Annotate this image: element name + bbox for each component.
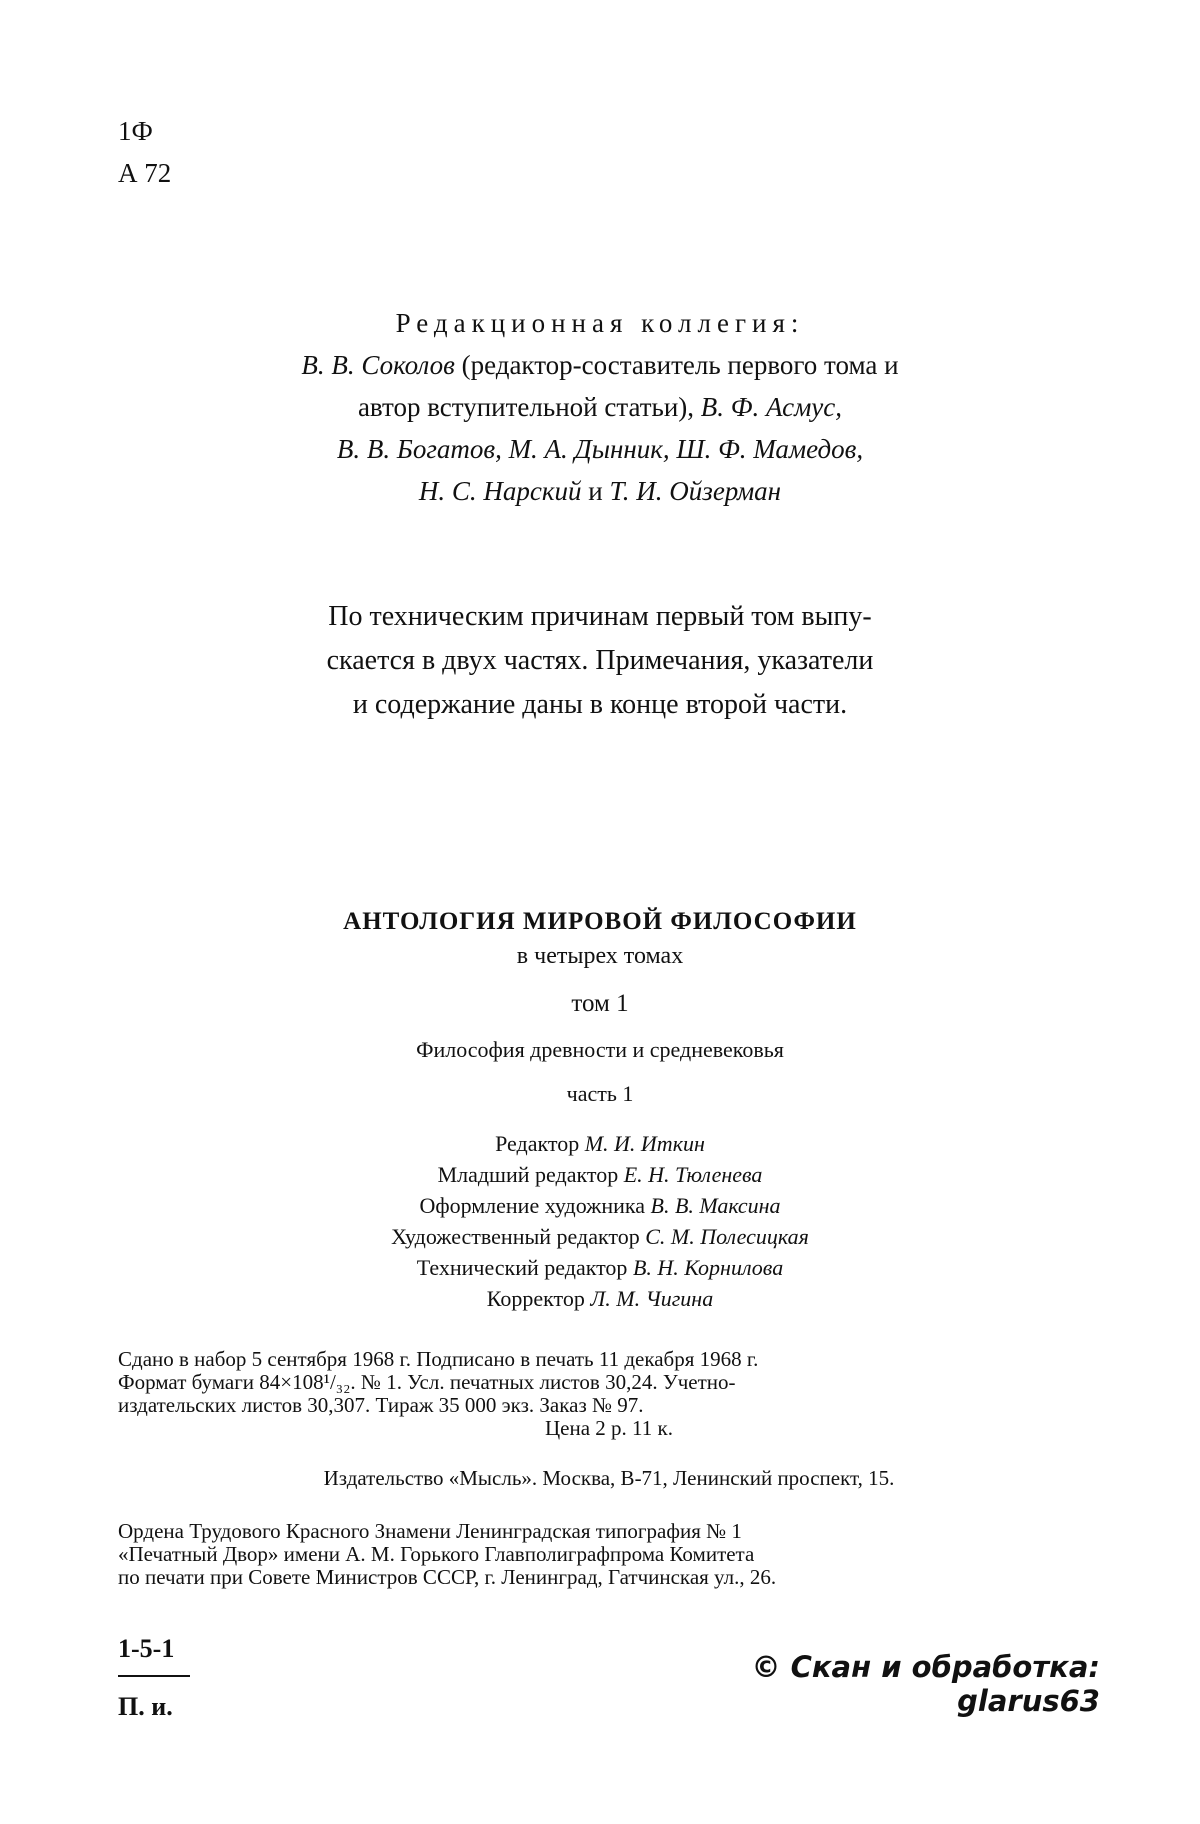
anthology-subtitle: в четырех томах [516, 943, 684, 969]
editorial-board [150, 302, 1050, 512]
board-member-role: автор вступительной статьи), [357, 392, 695, 422]
technical-note-line-1: По техническим причинам первый том выпу- [328, 601, 872, 632]
editorial-board-line-1 [150, 344, 1050, 386]
print-details-line-2: Формат бумаги 84×108¹/₃₂. № 1. Усл. печатных листов 30,24. Учетно- [118, 1370, 736, 1394]
catalog-code-suffix: П. и. [118, 1692, 173, 1721]
board-member-name: В. Ф. Асмус, [700, 392, 843, 422]
print-details-line-1: Сдано в набор 5 сентября 1968 г. Подписано в печать 11 декабря 1968 г. [118, 1347, 759, 1371]
board-member-role: (редактор-составитель первого тома и [461, 350, 899, 380]
editorial-board-heading: Редакционная коллегия: [395, 308, 805, 338]
credit-role: Оформление художника [419, 1193, 646, 1218]
board-member-name: В. В. Соколов [301, 350, 455, 380]
credit-name: В. Н. Корнилова [632, 1255, 784, 1280]
credit-line [160, 1252, 1040, 1283]
credit-role: Младший редактор [437, 1162, 619, 1187]
credit-role: Корректор [486, 1286, 585, 1311]
volume-title: Философия древности и средневековья [416, 1037, 784, 1062]
part-number: часть 1 [566, 1081, 634, 1106]
catalog-code-rule [118, 1675, 190, 1677]
credit-name: Л. М. Чигина [590, 1286, 714, 1311]
catalog-code: 1-5-1 [118, 1634, 175, 1663]
credit-line [160, 1128, 1040, 1159]
credit-role: Редактор [495, 1131, 580, 1156]
credit-line [160, 1159, 1040, 1190]
credit-role: Технический редактор [416, 1255, 628, 1280]
technical-note [200, 595, 1000, 727]
credit-line [160, 1283, 1040, 1314]
price: Цена 2 р. 11 к. [545, 1416, 673, 1440]
conjunction: и [588, 476, 603, 506]
board-member-name: Т. И. Ойзерман [609, 476, 782, 506]
credit-line [160, 1221, 1040, 1252]
anthology-title: АНТОЛОГИЯ МИРОВОЙ ФИЛОСОФИИ [343, 908, 857, 935]
printer-info [118, 1520, 1100, 1589]
editorial-board-line-3: В. В. Богатов, М. А. Дынник, Ш. Ф. Мамедов, [336, 434, 864, 464]
credit-name: Е. Н. Тюленева [623, 1162, 763, 1187]
print-details [118, 1348, 1100, 1440]
editorial-board-line-2 [150, 386, 1050, 428]
book-imprint [160, 905, 1040, 1109]
production-credits [160, 1128, 1040, 1314]
scan-credit: © Скан и обработка: glarus63 [751, 1650, 1100, 1718]
printer-line-3: по печати при Совете Министров СССР, г. Ленинград, Гатчинская ул., 26. [118, 1565, 777, 1589]
credit-name: М. И. Иткин [584, 1131, 705, 1156]
credit-line [160, 1190, 1040, 1221]
credit-name: С. М. Полесицкая [645, 1224, 809, 1249]
editorial-board-line-4 [150, 470, 1050, 512]
classification-code: 1Ф [118, 116, 153, 146]
printer-line-2: «Печатный Двор» имени А. М. Горького Главполиграфпрома Комитета [118, 1542, 755, 1566]
printer-line-1: Ордена Трудового Красного Знамени Ленинградская типография № 1 [118, 1519, 742, 1543]
volume-number: том 1 [571, 990, 629, 1017]
technical-note-line-2: скается в двух частях. Примечания, указатели [326, 645, 874, 676]
classification-index: А 72 [118, 158, 172, 188]
publisher-line: Издательство «Мысль». Москва, В-71, Ленинский проспект, 15. [323, 1466, 895, 1490]
credit-role: Художественный редактор [391, 1224, 640, 1249]
print-details-line-3: издательских листов 30,307. Тираж 35 000 экз. Заказ № 97. [118, 1393, 644, 1417]
board-member-name: Н. С. Нарский [418, 476, 582, 506]
technical-note-line-3: и содержание даны в конце второй части. [352, 689, 848, 720]
credit-name: В. В. Максина [650, 1193, 781, 1218]
